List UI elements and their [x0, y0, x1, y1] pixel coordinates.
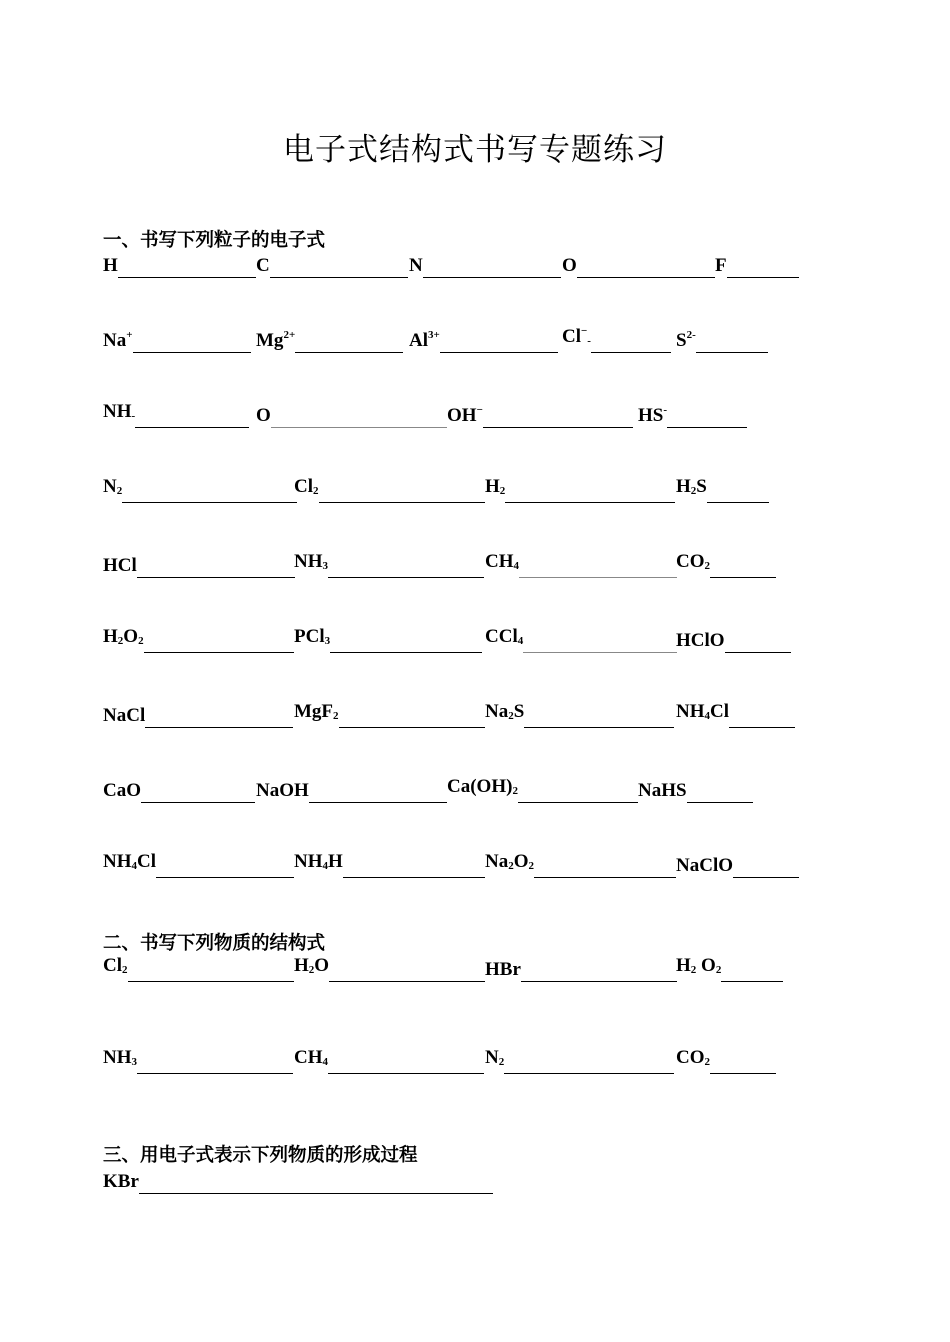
formula-label: KBr — [103, 1171, 139, 1192]
exercise-item — [294, 701, 485, 728]
exercise-item — [638, 404, 747, 428]
formula-label: HCl — [103, 555, 137, 576]
formula-label: O — [562, 255, 577, 276]
answer-blank[interactable] — [271, 407, 447, 428]
exercise-item — [294, 1047, 484, 1074]
answer-blank[interactable] — [504, 1053, 674, 1074]
formula-label: NaClO — [676, 855, 733, 876]
section-3-heading: 三、用电子式表示下列物质的形成过程 — [103, 1145, 418, 1166]
exercise-item — [294, 955, 485, 982]
answer-blank[interactable] — [122, 482, 297, 503]
formula-label: $N_2$ — [103, 476, 123, 497]
exercise-row — [103, 325, 863, 355]
answer-blank[interactable] — [591, 332, 671, 353]
exercise-row — [103, 254, 863, 280]
exercise-item — [103, 329, 251, 353]
answer-blank[interactable] — [519, 557, 677, 578]
formula-label: H — [103, 255, 118, 276]
answer-blank[interactable] — [707, 482, 769, 503]
formula-label: $H_2$ $O_2$ — [676, 955, 722, 976]
exercise-item — [485, 851, 676, 878]
answer-blank[interactable] — [118, 257, 256, 278]
exercise-row — [103, 551, 863, 580]
answer-blank[interactable] — [667, 407, 747, 428]
formula-label: CaO — [103, 780, 141, 801]
answer-blank[interactable] — [343, 857, 485, 878]
answer-blank[interactable] — [721, 961, 783, 982]
exercise-item — [103, 851, 294, 878]
answer-blank[interactable] — [518, 782, 638, 803]
exercise-item — [715, 254, 799, 278]
formula-label: $Cl_2$ — [294, 476, 319, 497]
answer-blank[interactable] — [483, 407, 633, 428]
exercise-item — [103, 254, 256, 278]
page-title: 电子式结构式书写专题练习 — [283, 132, 667, 168]
answer-blank[interactable] — [309, 782, 447, 803]
answer-blank[interactable] — [521, 961, 677, 982]
formula-label: $Al^{3+}$ — [409, 329, 440, 351]
formula-label: HS- — [638, 404, 668, 426]
exercise-item — [447, 404, 633, 428]
exercise-row — [103, 401, 863, 430]
exercise-item — [485, 958, 677, 982]
formula-label: $Mg^{2+}$ — [256, 329, 296, 351]
formula-label: $H_2S$ — [676, 476, 707, 497]
exercise-item — [294, 551, 484, 578]
answer-blank[interactable] — [696, 332, 768, 353]
formula-label: CCl$_4$ — [485, 626, 524, 647]
answer-blank[interactable] — [156, 857, 294, 878]
formula-label: $Na_2S$ — [485, 701, 525, 722]
exercise-item — [256, 779, 447, 803]
exercise-item — [409, 254, 561, 278]
answer-blank[interactable] — [328, 557, 484, 578]
exercise-item — [409, 329, 558, 353]
exercise-item — [676, 701, 795, 728]
exercise-row — [103, 776, 863, 805]
exercise-row — [103, 476, 863, 505]
formula-label: $CH_4$ — [485, 551, 519, 572]
answer-blank[interactable] — [710, 557, 776, 578]
answer-blank[interactable] — [329, 961, 485, 982]
answer-blank[interactable] — [523, 632, 677, 653]
exercise-item — [638, 779, 753, 803]
exercise-item — [256, 254, 408, 278]
exercise-item — [485, 626, 677, 653]
exercise-item — [256, 404, 447, 428]
answer-blank[interactable] — [710, 1053, 776, 1074]
exercise-item — [294, 626, 482, 653]
answer-blank[interactable] — [145, 707, 293, 728]
exercise-row — [103, 851, 863, 880]
exercise-item — [447, 776, 638, 803]
answer-blank[interactable] — [137, 557, 295, 578]
exercise-item — [103, 704, 293, 728]
exercise-item — [485, 476, 675, 503]
formula-label: $N_2$ — [485, 1047, 505, 1068]
formula-label: $H_2$ — [485, 476, 506, 497]
formula-label: HBr — [485, 959, 521, 980]
formula-label: F — [715, 255, 727, 276]
exercise-item — [676, 854, 799, 878]
exercise-item — [485, 551, 677, 578]
answer-blank[interactable] — [440, 332, 558, 353]
exercise-row — [103, 701, 863, 730]
formula-label: $NH_3$ — [103, 1047, 137, 1068]
answer-blank[interactable] — [128, 961, 294, 982]
answer-blank[interactable] — [687, 782, 753, 803]
answer-blank[interactable] — [135, 407, 249, 428]
answer-blank[interactable] — [725, 632, 791, 653]
formula-label: $Cl_2$ — [103, 955, 128, 976]
exercise-item — [103, 1047, 293, 1074]
formula-label: $CH_4$ — [294, 1047, 328, 1068]
answer-blank[interactable] — [733, 857, 799, 878]
answer-blank[interactable] — [141, 782, 255, 803]
formula-label: $CO_2$ — [676, 1047, 710, 1068]
exercise-item — [256, 329, 403, 353]
answer-blank[interactable] — [339, 707, 485, 728]
answer-blank[interactable] — [330, 632, 482, 653]
formula-label: $NH_4Cl$ — [676, 701, 729, 722]
exercise-item — [103, 779, 255, 803]
exercise-item — [294, 851, 485, 878]
answer-blank[interactable] — [423, 257, 561, 278]
exercise-row — [103, 1047, 863, 1076]
answer-blank[interactable] — [133, 332, 251, 353]
exercise-item — [676, 476, 769, 503]
formula-label: $NH_4Cl$ — [103, 851, 156, 872]
exercise-item — [103, 1170, 493, 1194]
exercise-item — [485, 1047, 674, 1074]
section-2-heading: 二、书写下列物质的结构式 — [103, 933, 326, 954]
formula-label: $H_2O$ — [294, 955, 330, 976]
exercise-row — [103, 626, 863, 655]
formula-label: MgF$_2$ — [294, 701, 339, 722]
formula-label: PCl$_3$ — [294, 626, 331, 647]
answer-blank[interactable] — [505, 482, 675, 503]
formula-label: $Na_2O_2$ — [485, 851, 535, 872]
section-1-heading: 一、书写下列粒子的电子式 — [103, 230, 326, 251]
exercise-item — [103, 626, 294, 653]
answer-blank[interactable] — [577, 257, 715, 278]
formula-label: C — [256, 255, 270, 276]
formula-label: NaOH — [256, 780, 309, 801]
exercise-item — [294, 476, 485, 503]
answer-blank[interactable] — [727, 257, 799, 278]
exercise-item — [676, 551, 776, 578]
formula-label: $CO_2$ — [676, 551, 710, 572]
exercise-item — [485, 701, 674, 728]
formula-label: NaHS — [638, 780, 687, 801]
formula-label: $Ca(OH)_2$ — [447, 776, 518, 797]
formula-label: HClO — [676, 630, 725, 651]
exercise-item — [562, 325, 671, 353]
formula-label: O — [256, 405, 271, 426]
answer-blank[interactable] — [534, 857, 676, 878]
formula-label: $Cl^-_-$ — [562, 325, 591, 347]
formula-label: OH− — [447, 404, 483, 426]
formula-label: $NH_4H$ — [294, 851, 343, 872]
answer-blank[interactable] — [270, 257, 408, 278]
formula-label: $NH_-$ — [103, 401, 136, 422]
exercise-item — [103, 554, 295, 578]
answer-blank[interactable] — [139, 1173, 493, 1194]
exercise-item — [103, 401, 249, 428]
answer-blank[interactable] — [524, 707, 674, 728]
formula-label: NaCl — [103, 705, 146, 726]
formula-label: $NH_3$ — [294, 551, 328, 572]
exercise-item — [676, 1047, 776, 1074]
answer-blank[interactable] — [328, 1053, 484, 1074]
formula-label: N — [409, 255, 423, 276]
answer-blank[interactable] — [144, 632, 294, 653]
exercise-item — [676, 629, 791, 653]
exercise-row — [103, 1170, 863, 1196]
answer-blank[interactable] — [729, 707, 795, 728]
answer-blank[interactable] — [137, 1053, 293, 1074]
formula-label: $S^{2-}$ — [676, 329, 696, 351]
exercise-item — [103, 476, 297, 503]
exercise-item — [676, 955, 783, 982]
exercise-row — [103, 955, 863, 984]
answer-blank[interactable] — [295, 332, 403, 353]
exercise-item — [103, 955, 294, 982]
formula-label: Na+ — [103, 329, 133, 351]
exercise-item — [676, 329, 768, 353]
formula-label: $H_2O_2$ — [103, 626, 144, 647]
exercise-item — [562, 254, 715, 278]
answer-blank[interactable] — [319, 482, 485, 503]
